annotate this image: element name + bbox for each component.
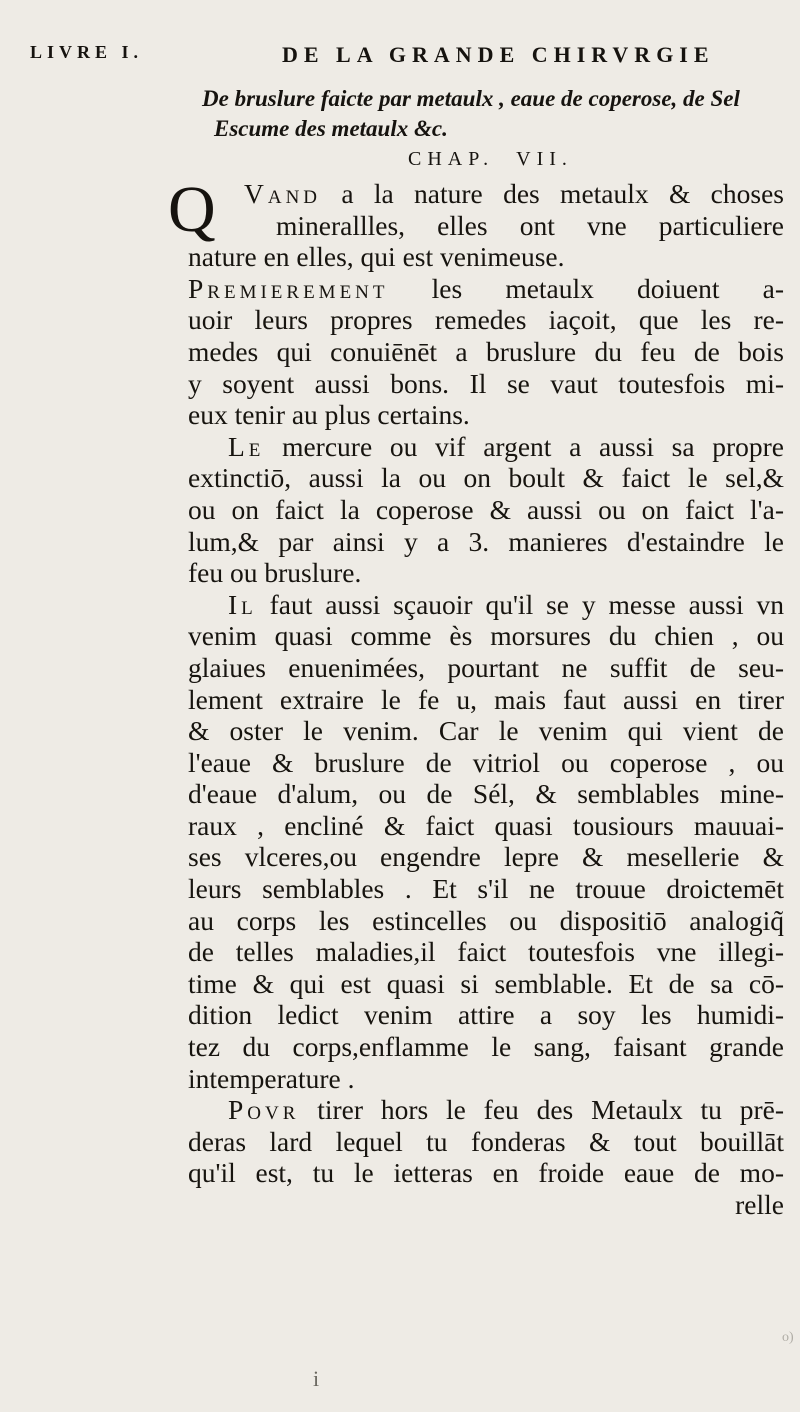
- line-text: de telles maladies,il faict toutesfois vne illegi-: [188, 936, 784, 968]
- text-line: [188, 841, 784, 873]
- text-line: [188, 1094, 784, 1126]
- paragraph-opening-word: Povr: [228, 1094, 300, 1126]
- text-line: [188, 999, 784, 1031]
- text-line: [188, 620, 784, 652]
- line-text: medes qui conuiēnēt a bruslure du feu de bois: [188, 335, 784, 367]
- text-line: [188, 494, 784, 526]
- body-text: [188, 178, 784, 1221]
- chapter-title: [202, 84, 782, 144]
- line-text: ses vlceres,ou engendre lepre & mesellerie &: [188, 841, 784, 873]
- line-text: minerallles, elles ont vne particuliere: [276, 209, 784, 241]
- text-line: [188, 810, 784, 842]
- line-text: l'eaue & bruslure de vitriol ou coperose , ou: [188, 746, 784, 778]
- paragraph-opening-word: Premierement: [188, 272, 389, 304]
- text-line: [188, 968, 784, 1000]
- text-line: [188, 273, 784, 305]
- text-line: [188, 1157, 784, 1189]
- paragraph-opening-word: Le: [228, 430, 265, 462]
- line-text: les metaulx doiuent a-: [388, 272, 784, 304]
- text-line: [188, 462, 784, 494]
- text-line: [188, 304, 784, 336]
- line-text: faut aussi sçauoir qu'il se y messe aussi vn: [256, 588, 784, 620]
- line-text: venim quasi comme ès morsures du chien , ou: [188, 620, 784, 652]
- line-text: y soyent aussi bons. Il se vaut toutesfois mi-: [188, 367, 784, 399]
- text-line: [188, 1189, 784, 1221]
- text-line: [188, 936, 784, 968]
- text-line: [188, 747, 784, 779]
- line-text: leurs semblables . Et s'il ne trouue droictemēt: [188, 873, 784, 905]
- edge-mark: o): [782, 1330, 794, 1345]
- text-line: [188, 778, 784, 810]
- line-text: lum,& par ainsi y a 3. manieres d'estaindre le: [188, 525, 784, 557]
- book-number: LIVRE I.: [30, 42, 144, 62]
- text-line: [188, 336, 784, 368]
- text-line: [188, 589, 784, 621]
- drop-capital: Q: [168, 173, 216, 246]
- line-text: deras lard lequel tu fonderas & tout bouillāt: [188, 1125, 784, 1157]
- text-line: [188, 905, 784, 937]
- text-line: [188, 431, 784, 463]
- line-text: eux tenir au plus certains.: [188, 399, 470, 431]
- line-text: raux , encliné & faict quasi tousiours mauuai-: [188, 809, 784, 841]
- line-text: intemperature .: [188, 1062, 355, 1094]
- chapter-label: CHAP.: [408, 148, 495, 170]
- line-text: extinctiō, aussi la ou on boult & faict le sel,&: [188, 462, 784, 494]
- paragraph-opening-word: Vand: [244, 178, 322, 209]
- line-text: d'eaue d'alum, ou de Sél, & semblables mine-: [188, 778, 784, 810]
- line-text: au corps les estincelles ou dispositiō analogiq̃: [188, 904, 784, 936]
- line-text: qu'il est, tu le ietteras en froide eaue de mo-: [188, 1157, 784, 1189]
- text-line: [188, 557, 784, 589]
- line-text: & oster le venim. Car le venim qui vient de: [188, 715, 784, 747]
- page-header: [30, 22, 790, 66]
- text-line: [188, 1031, 784, 1063]
- line-text: mercure ou vif argent a aussi sa propre: [264, 430, 784, 462]
- chapter-heading: [408, 148, 573, 171]
- line-text: nature en elles, qui est venimeuse.: [188, 241, 565, 273]
- text-line: [188, 399, 784, 431]
- text-line: [188, 178, 784, 210]
- line-text: time & qui est quasi si semblable. Et de sa cō-: [188, 967, 784, 999]
- line-text: feu ou bruslure.: [188, 557, 362, 589]
- text-line: [188, 1063, 784, 1095]
- line-text: ou on faict la coperose & aussi ou on faict l'a-: [188, 493, 784, 525]
- bottom-mark: i: [313, 1366, 320, 1391]
- chapter-title-line-2: Escume des metaulx &c.: [214, 116, 448, 141]
- line-text: glaiues enuenimées, pourtant ne suffit de seu-: [188, 651, 784, 683]
- line-text: tez du corps,enflamme le sang, faisant grande: [188, 1031, 784, 1063]
- text-line: [188, 652, 784, 684]
- line-text: relle: [735, 1189, 784, 1220]
- text-line: [188, 368, 784, 400]
- line-text: uoir leurs propres remedes iaçoit, que les re-: [188, 304, 784, 336]
- text-line: [188, 873, 784, 905]
- chapter-number: VII.: [516, 148, 573, 170]
- line-text: tirer hors le feu des Metaulx tu prē-: [299, 1094, 784, 1126]
- text-line: [188, 241, 784, 273]
- paragraph-opening-word: Il: [228, 588, 257, 620]
- chapter-title-line-1: De bruslure faicte par metaulx , eaue de coperose, de Sel: [202, 86, 740, 111]
- line-text: a la nature des metaulx & choses: [321, 178, 784, 209]
- running-title: DE LA GRANDE CHIRVRGIE: [282, 42, 715, 67]
- line-text: dition ledict venim attire a soy les humidi-: [188, 999, 784, 1031]
- text-line: [188, 684, 784, 716]
- text-line: [188, 210, 784, 242]
- text-line: [188, 526, 784, 558]
- line-text: lement extraire le fe u, mais faut aussi en tirer: [188, 683, 784, 715]
- text-line: [188, 715, 784, 747]
- text-line: [188, 1126, 784, 1158]
